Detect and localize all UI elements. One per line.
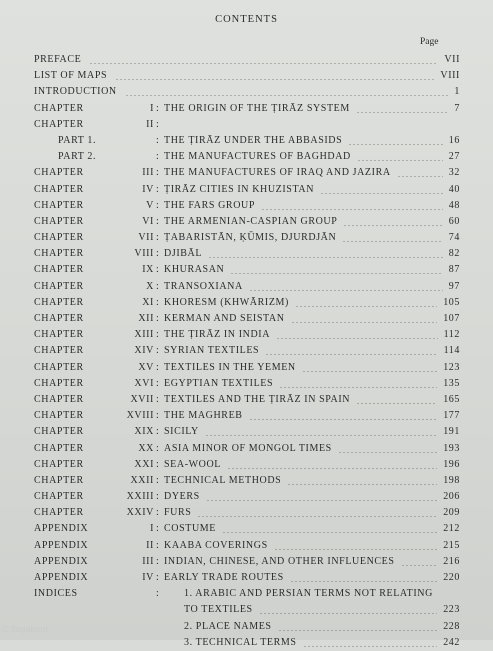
chapter-number: VI bbox=[142, 215, 154, 227]
entry-title: DYERS bbox=[164, 491, 200, 503]
entry-label: CHAPTER bbox=[34, 442, 84, 454]
entry-label: INTRODUCTION bbox=[34, 86, 117, 98]
page-number: 228 bbox=[443, 620, 460, 632]
chapter-number: VIII bbox=[134, 248, 154, 260]
page-number: 216 bbox=[443, 555, 460, 567]
separator-colon: : bbox=[156, 102, 160, 114]
separator-colon: : bbox=[156, 474, 160, 486]
toc-entry bbox=[34, 360, 460, 376]
table-of-contents bbox=[34, 52, 460, 651]
entry-title: ṬABARISTĀN, ḲŪMIS, DJURDJĀN bbox=[164, 232, 337, 244]
chapter-number: XIII bbox=[134, 329, 154, 341]
chapter-number: XV bbox=[138, 361, 154, 373]
toc-entry bbox=[34, 343, 460, 359]
separator-colon: : bbox=[156, 555, 160, 567]
separator-colon: : bbox=[156, 134, 160, 146]
separator-colon: : bbox=[156, 491, 160, 503]
page-number: 87 bbox=[448, 264, 460, 276]
entry-label: APPENDIX bbox=[34, 539, 89, 551]
page-number: 223 bbox=[443, 604, 460, 616]
entry-label: PART 2. bbox=[58, 151, 97, 163]
chapter-number: XVII bbox=[130, 393, 154, 405]
chapter-number: II bbox=[146, 118, 154, 130]
page-number: 16 bbox=[448, 134, 460, 146]
separator-colon: : bbox=[156, 215, 160, 227]
watermark: © flagabout bbox=[2, 624, 49, 634]
page-number: 107 bbox=[443, 313, 460, 324]
chapter-number: IV bbox=[142, 572, 154, 583]
separator-colon: : bbox=[156, 151, 160, 163]
page-number: 48 bbox=[448, 199, 460, 211]
entry-label: CHAPTER bbox=[34, 507, 84, 519]
dot-leader bbox=[222, 521, 437, 537]
page-column-label: Page bbox=[420, 37, 439, 47]
chapter-number: XXIV bbox=[126, 507, 154, 519]
separator-colon: : bbox=[156, 588, 160, 600]
toc-entry bbox=[34, 182, 460, 198]
entry-title: THE MANUFACTURES OF BAGHDAD bbox=[164, 151, 351, 163]
dot-leader bbox=[397, 165, 443, 181]
separator-colon: : bbox=[156, 410, 160, 422]
dot-leader bbox=[303, 635, 437, 651]
separator-colon: : bbox=[156, 329, 160, 341]
toc-entry bbox=[34, 521, 460, 537]
entry-label: CHAPTER bbox=[34, 474, 84, 486]
entry-label: CHAPTER bbox=[34, 329, 84, 341]
separator-colon: : bbox=[156, 442, 160, 454]
toc-entry bbox=[34, 554, 460, 570]
separator-colon: : bbox=[156, 248, 160, 260]
entry-label: CHAPTER bbox=[34, 377, 84, 389]
entry-title: TEXTILES IN THE YEMEN bbox=[164, 361, 296, 373]
entry-title: TECHNICAL METHODS bbox=[164, 474, 282, 486]
page-number: 212 bbox=[443, 523, 460, 535]
toc-entry bbox=[34, 84, 460, 100]
entry-label: CHAPTER bbox=[34, 280, 84, 292]
dot-leader bbox=[287, 473, 437, 489]
page-number: 123 bbox=[443, 361, 460, 373]
chapter-number: XX bbox=[138, 442, 154, 454]
toc-entry bbox=[34, 441, 460, 457]
entry-title: THE MAGHREB bbox=[164, 410, 243, 422]
page-number: 97 bbox=[448, 280, 460, 292]
entry-label: CHAPTER bbox=[34, 215, 84, 227]
dot-leader bbox=[295, 295, 437, 311]
page-number: 198 bbox=[443, 474, 460, 486]
page-number: 7 bbox=[454, 102, 460, 114]
entry-title: 1. ARABIC AND PERSIAN TERMS NOT RELATING bbox=[184, 588, 433, 600]
dot-leader bbox=[302, 360, 437, 376]
entry-title: KHURASAN bbox=[164, 264, 225, 276]
page-number: 209 bbox=[443, 507, 460, 519]
separator-colon: : bbox=[156, 539, 160, 551]
chapter-number: I bbox=[150, 102, 154, 114]
dot-leader bbox=[356, 392, 437, 408]
page-number: 220 bbox=[443, 572, 460, 583]
toc-entry bbox=[34, 538, 460, 554]
entry-label: APPENDIX bbox=[34, 523, 89, 535]
dot-leader bbox=[348, 133, 443, 149]
toc-entry bbox=[34, 165, 460, 181]
entry-label: CHAPTER bbox=[34, 296, 84, 308]
entry-label: APPENDIX bbox=[34, 572, 89, 583]
dot-leader bbox=[197, 505, 437, 521]
chapter-number: XVI bbox=[134, 377, 154, 389]
page-number: 60 bbox=[448, 215, 460, 227]
separator-colon: : bbox=[156, 296, 160, 308]
toc-entry bbox=[34, 424, 460, 440]
dot-leader bbox=[227, 457, 437, 473]
entry-label: CHAPTER bbox=[34, 458, 84, 470]
entry-label: CHAPTER bbox=[34, 232, 84, 244]
dot-leader bbox=[401, 554, 437, 570]
entry-title: 2. PLACE NAMES bbox=[184, 620, 272, 632]
page-number: 196 bbox=[443, 458, 460, 470]
page-number: 40 bbox=[448, 183, 460, 195]
entry-label: PART 1. bbox=[58, 134, 97, 146]
toc-entry bbox=[34, 149, 460, 165]
page-number: 105 bbox=[443, 296, 460, 308]
page-number: 191 bbox=[443, 426, 460, 438]
chapter-number: XI bbox=[142, 296, 154, 308]
dot-leader bbox=[291, 311, 437, 327]
entry-label: CHAPTER bbox=[34, 426, 84, 438]
dot-leader bbox=[338, 441, 437, 457]
chapter-number: XII bbox=[138, 313, 154, 324]
toc-entry bbox=[34, 295, 460, 311]
separator-colon: : bbox=[156, 572, 160, 583]
chapter-number: II bbox=[146, 539, 154, 551]
chapter-number: XXII bbox=[130, 474, 154, 486]
page-number: 32 bbox=[448, 167, 460, 179]
entry-title: THE ṬIRĀZ UNDER THE ABBASIDS bbox=[164, 134, 343, 146]
dot-leader bbox=[278, 619, 437, 635]
page-number: VII bbox=[444, 54, 460, 65]
chapter-number: X bbox=[146, 280, 154, 292]
entry-label: CHAPTER bbox=[34, 183, 84, 195]
entry-label: CHAPTER bbox=[34, 313, 84, 324]
toc-entry bbox=[34, 214, 460, 230]
entry-title: TEXTILES AND THE ṬIRĀZ IN SPAIN bbox=[164, 393, 351, 405]
page-number: 206 bbox=[443, 491, 460, 503]
entry-title: ASIA MINOR OF MONGOL TIMES bbox=[164, 442, 332, 454]
chapter-number: V bbox=[146, 199, 154, 211]
dot-leader bbox=[259, 602, 437, 618]
separator-colon: : bbox=[156, 458, 160, 470]
dot-leader bbox=[356, 101, 448, 117]
dot-leader bbox=[230, 262, 443, 278]
separator-colon: : bbox=[156, 361, 160, 373]
dot-leader bbox=[274, 538, 437, 554]
toc-entry bbox=[34, 489, 460, 505]
toc-entry bbox=[34, 230, 460, 246]
page-number: 27 bbox=[448, 151, 460, 163]
chapter-number: IX bbox=[142, 264, 154, 276]
separator-colon: : bbox=[156, 393, 160, 405]
dot-leader bbox=[115, 68, 434, 84]
entry-title: EARLY TRADE ROUTES bbox=[164, 572, 284, 583]
entry-title: THE ARMENIAN-CASPIAN GROUP bbox=[164, 215, 338, 227]
entry-label: CHAPTER bbox=[34, 345, 84, 357]
entry-label: CHAPTER bbox=[34, 361, 84, 373]
entry-title: SEA-WOOL bbox=[164, 458, 222, 470]
toc-entry bbox=[34, 311, 460, 327]
toc-entry bbox=[34, 68, 460, 84]
toc-entry bbox=[34, 117, 460, 133]
toc-entry bbox=[34, 392, 460, 408]
dot-leader bbox=[206, 489, 437, 505]
page-number: VIII bbox=[440, 70, 460, 82]
entry-title: KHORESM (KHWĀRIZM) bbox=[164, 296, 289, 308]
entry-title: THE ṬIRĀZ IN INDIA bbox=[164, 329, 271, 341]
separator-colon: : bbox=[156, 280, 160, 292]
entry-title: THE MANUFACTURES OF IRAQ AND JAZIRA bbox=[164, 167, 391, 179]
separator-colon: : bbox=[156, 426, 160, 438]
page-number: 242 bbox=[443, 636, 460, 648]
dot-leader bbox=[208, 246, 443, 262]
entry-label: CHAPTER bbox=[34, 248, 84, 260]
separator-colon: : bbox=[156, 183, 160, 195]
dot-leader bbox=[249, 279, 443, 295]
dot-leader bbox=[89, 52, 438, 68]
separator-colon: : bbox=[156, 118, 160, 130]
page-number: 135 bbox=[443, 377, 460, 389]
toc-entry bbox=[34, 619, 460, 635]
toc-entry bbox=[34, 376, 460, 392]
toc-entry bbox=[34, 246, 460, 262]
toc-entry bbox=[34, 570, 460, 586]
dot-leader bbox=[279, 376, 437, 392]
chapter-number: VII bbox=[138, 232, 154, 244]
entry-title: THE FARS GROUP bbox=[164, 199, 256, 211]
page-number: 74 bbox=[448, 232, 460, 244]
toc-entry bbox=[34, 602, 460, 618]
dot-leader bbox=[342, 230, 443, 246]
toc-entry bbox=[34, 198, 460, 214]
toc-entry bbox=[34, 473, 460, 489]
dot-leader bbox=[276, 327, 438, 343]
toc-entry bbox=[34, 505, 460, 521]
dot-leader bbox=[249, 408, 437, 424]
toc-entry bbox=[34, 133, 460, 149]
separator-colon: : bbox=[156, 345, 160, 357]
entry-title: 3. TECHNICAL TERMS bbox=[184, 636, 297, 648]
entry-label: LIST OF MAPS bbox=[34, 70, 108, 82]
entry-title: FURS bbox=[164, 507, 192, 519]
chapter-number: XVIII bbox=[126, 410, 154, 422]
entry-title: KERMAN AND SEISTAN bbox=[164, 313, 285, 324]
entry-title: DJIBĀL bbox=[164, 248, 203, 260]
entry-label: CHAPTER bbox=[34, 491, 84, 503]
entry-title: KAABA COVERINGS bbox=[164, 539, 268, 551]
entry-label: PREFACE bbox=[34, 54, 82, 65]
separator-colon: : bbox=[156, 377, 160, 389]
toc-entry bbox=[34, 279, 460, 295]
toc-entry bbox=[34, 262, 460, 278]
separator-colon: : bbox=[156, 199, 160, 211]
entry-label: APPENDIX bbox=[34, 555, 89, 567]
chapter-number: I bbox=[150, 523, 154, 535]
entry-title: THE ORIGIN OF THE ṬIRĀZ SYSTEM bbox=[164, 102, 350, 114]
entry-title: TO TEXTILES bbox=[184, 604, 253, 616]
page-number: 177 bbox=[443, 410, 460, 422]
dot-leader bbox=[357, 149, 443, 165]
toc-entry bbox=[34, 586, 460, 602]
entry-label: CHAPTER bbox=[34, 102, 84, 114]
dot-leader bbox=[320, 182, 443, 198]
toc-entry bbox=[34, 101, 460, 117]
toc-entry bbox=[34, 408, 460, 424]
entry-label: INDICES bbox=[34, 588, 78, 600]
page-number: 82 bbox=[448, 248, 460, 260]
page-number: 165 bbox=[443, 393, 460, 405]
dot-leader bbox=[265, 343, 438, 359]
separator-colon: : bbox=[156, 167, 160, 179]
toc-entry bbox=[34, 457, 460, 473]
page-number: 1 bbox=[454, 86, 460, 98]
dot-leader bbox=[343, 214, 443, 230]
separator-colon: : bbox=[156, 232, 160, 244]
entry-label: CHAPTER bbox=[34, 199, 84, 211]
chapter-number: III bbox=[142, 555, 154, 567]
chapter-number: XIV bbox=[134, 345, 154, 357]
dot-leader bbox=[205, 424, 437, 440]
page-number: 215 bbox=[443, 539, 460, 551]
page-heading: CONTENTS bbox=[215, 14, 278, 25]
entry-title: SYRIAN TEXTILES bbox=[164, 345, 260, 357]
entry-label: CHAPTER bbox=[34, 118, 84, 130]
chapter-number: XXIII bbox=[126, 491, 154, 503]
dot-leader bbox=[290, 570, 437, 586]
separator-colon: : bbox=[156, 523, 160, 535]
entry-label: CHAPTER bbox=[34, 410, 84, 422]
page-number: 193 bbox=[443, 442, 460, 454]
entry-title: INDIAN, CHINESE, AND OTHER INFLUENCES bbox=[164, 555, 395, 567]
chapter-number: III bbox=[142, 167, 154, 179]
entry-label: CHAPTER bbox=[34, 393, 84, 405]
dot-leader bbox=[125, 84, 448, 100]
entry-title: EGYPTIAN TEXTILES bbox=[164, 377, 274, 389]
page-number: 112 bbox=[443, 329, 460, 341]
entry-title: TRANSOXIANA bbox=[164, 280, 243, 292]
toc-entry bbox=[34, 327, 460, 343]
entry-title: ṬIRĀZ CITIES IN KHUZISTAN bbox=[164, 183, 315, 195]
separator-colon: : bbox=[156, 507, 160, 519]
toc-entry bbox=[34, 635, 460, 651]
page-number: 114 bbox=[443, 345, 460, 357]
chapter-number: XXI bbox=[134, 458, 154, 470]
dot-leader bbox=[261, 198, 443, 214]
separator-colon: : bbox=[156, 313, 160, 324]
separator-colon: : bbox=[156, 264, 160, 276]
entry-title: SICILY bbox=[164, 426, 199, 438]
entry-label: CHAPTER bbox=[34, 167, 84, 179]
entry-title: COSTUME bbox=[164, 523, 216, 535]
chapter-number: XIX bbox=[134, 426, 154, 438]
toc-entry bbox=[34, 52, 460, 68]
entry-label: CHAPTER bbox=[34, 264, 84, 276]
chapter-number: IV bbox=[142, 183, 154, 195]
